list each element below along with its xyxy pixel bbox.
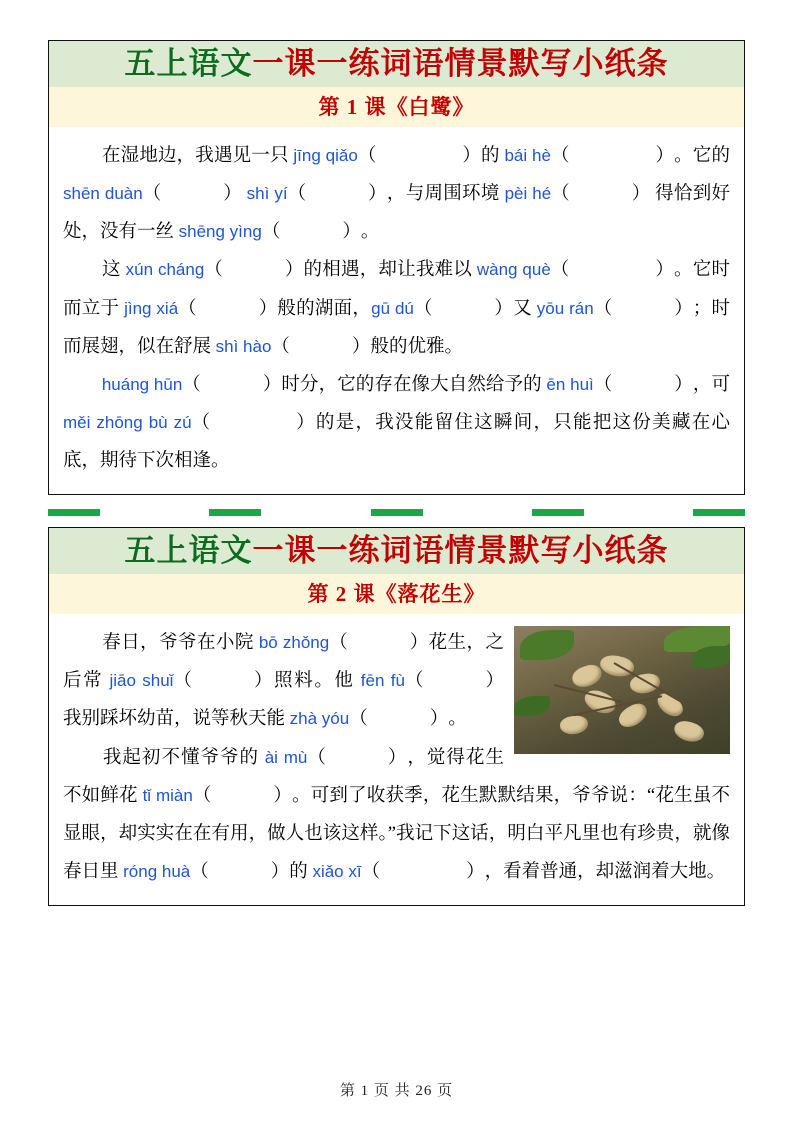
- separator-dash: [532, 509, 584, 516]
- answer-blank[interactable]: （ ）: [357, 146, 481, 167]
- answer-blank[interactable]: （ ）: [142, 184, 242, 205]
- banner-green-text: 五上语文: [124, 533, 253, 569]
- pinyin-prompt: shēng yìng: [178, 222, 262, 242]
- sentence-text: 般的湖面，: [277, 298, 372, 319]
- paragraph: [63, 366, 730, 480]
- sentence-text: 花生，之后常: [63, 633, 504, 692]
- banner-lesson-1: [49, 41, 744, 87]
- answer-blank[interactable]: （ ）: [271, 336, 371, 357]
- lesson-card-2: [48, 527, 745, 906]
- lesson-card-1: [48, 40, 745, 495]
- sentence-text: 的相遇，却让我难以: [303, 260, 477, 281]
- pinyin-prompt: ēn huì: [546, 374, 594, 394]
- answer-blank[interactable]: （ ）: [178, 298, 278, 319]
- pinyin-prompt: měi zhōng bù zú: [63, 412, 192, 432]
- sentence-text: 。它的: [673, 146, 730, 167]
- sentence-text: ；时而展翅，似在舒展: [63, 298, 730, 357]
- answer-blank[interactable]: （ ）: [593, 374, 693, 395]
- sentence-text: 的: [289, 861, 313, 882]
- sentence-text: ，与周围环境: [386, 184, 505, 205]
- pinyin-prompt: bái hè: [504, 146, 551, 166]
- banner-red-text: 一课一练词语情景默写小纸条: [252, 46, 669, 81]
- answer-blank[interactable]: （ ）: [551, 184, 651, 205]
- banner-green-text: 五上语文: [124, 46, 253, 81]
- pinyin-prompt: yōu rán: [536, 298, 594, 318]
- pinyin-prompt: shì hào: [215, 336, 272, 356]
- sentence-text: 又: [512, 298, 537, 319]
- sentence-text: ，觉得花生不如鲜花: [63, 747, 504, 806]
- answer-blank[interactable]: （ ）: [329, 633, 429, 654]
- pinyin-prompt: shēn duàn: [63, 184, 143, 204]
- sentence-text: 在湿地边，我遇见一只: [101, 146, 294, 167]
- answer-blank[interactable]: （ ）: [173, 671, 273, 692]
- sentence-text: 。: [448, 709, 467, 730]
- page-footer: 第 1 页 共 26 页: [339, 1083, 454, 1099]
- banner-red-text: 一课一练词语情景默写小纸条: [252, 533, 669, 569]
- answer-blank[interactable]: （ ）: [182, 374, 282, 395]
- answer-blank[interactable]: （ ）: [204, 260, 304, 281]
- answer-blank[interactable]: （ ）: [404, 671, 504, 692]
- pinyin-prompt: fēn fù: [360, 671, 405, 691]
- sentence-text: 。它时而立于: [63, 260, 730, 319]
- sentence-text: 这: [101, 260, 126, 281]
- pinyin-prompt: jiāo shuǐ: [109, 671, 174, 691]
- sentence-text: 般的优雅。: [370, 336, 463, 357]
- pinyin-prompt: tǐ miàn: [142, 785, 193, 805]
- answer-blank[interactable]: （ ）: [349, 709, 449, 730]
- answer-blank[interactable]: （ ）: [550, 146, 674, 167]
- sentence-text: 的: [480, 146, 505, 167]
- answer-blank[interactable]: （ ）: [413, 298, 513, 319]
- answer-blank[interactable]: （ ）: [287, 184, 387, 205]
- answer-blank[interactable]: （ ）: [191, 412, 315, 433]
- lesson-1-subtitle: 第 1 课《白鹭》: [49, 87, 744, 127]
- sentence-text: 照料。他: [272, 671, 361, 692]
- banner-lesson-2: [49, 528, 744, 574]
- pinyin-prompt: xiǎo xī: [312, 861, 362, 881]
- sentence-text: 春日，爷爷在小院: [101, 633, 259, 654]
- sentence-text: ，看着普通，却滋润着大地。: [484, 861, 726, 882]
- answer-blank[interactable]: （ ）: [192, 785, 292, 806]
- pinyin-prompt: gū dú: [371, 298, 414, 318]
- separator-dash: [693, 509, 745, 516]
- paragraph: [63, 251, 730, 365]
- pinyin-prompt: pèi hé: [504, 184, 552, 204]
- paragraph: [63, 137, 730, 251]
- sentence-text: 。可到了收获季，花生默默结果，爷爷说：“花生虽不显眼，却实实在在有用，做人也该这样。”我记下这话，明白平凡里也有珍贵，就像春日里: [63, 785, 730, 882]
- sentence-text: ，可: [692, 374, 730, 395]
- answer-blank[interactable]: （ ）: [307, 747, 407, 768]
- answer-blank[interactable]: （ ）: [190, 861, 290, 882]
- pinyin-prompt: zhà yóu: [289, 709, 350, 729]
- pinyin-prompt: jīng qiǎo: [293, 146, 358, 166]
- pinyin-prompt: shì yí: [246, 184, 288, 204]
- separator-dash: [209, 509, 261, 516]
- sentence-text: 我别踩坏幼苗，说等秋天能: [63, 709, 290, 730]
- answer-blank[interactable]: （ ）: [550, 260, 674, 281]
- pinyin-prompt: wàng què: [476, 260, 551, 280]
- answer-blank[interactable]: （ ）: [593, 298, 693, 319]
- sentence-text: 。: [360, 222, 380, 243]
- pinyin-prompt: huáng hūn: [101, 374, 183, 394]
- sentence-text: 我起初不懂爷爷的: [101, 747, 265, 768]
- sentence-text: 的是，我没能留住这瞬间，只能把这份美藏在心底，期待下次相逢。: [63, 412, 730, 471]
- answer-blank[interactable]: （ ）: [361, 861, 485, 882]
- lesson-2-subtitle: 第 2 课《落花生》: [49, 574, 744, 614]
- sentence-text: 得恰到好处，没有一丝: [63, 184, 730, 243]
- pinyin-prompt: ài mù: [264, 747, 308, 767]
- separator-dash: [48, 509, 100, 516]
- paragraph: [63, 739, 730, 891]
- lesson-2-body: [49, 614, 744, 905]
- section-separator: [48, 509, 745, 517]
- peanut-plant-photo: [514, 626, 730, 754]
- lesson-1-body: [49, 127, 744, 494]
- pinyin-prompt: róng huà: [123, 861, 191, 881]
- separator-dash: [371, 509, 423, 516]
- pinyin-prompt: jìng xiá: [124, 298, 179, 318]
- answer-blank[interactable]: （ ）: [261, 222, 361, 243]
- sentence-text: 时分，它的存在像大自然给予的: [281, 374, 547, 395]
- pinyin-prompt: xún cháng: [125, 260, 205, 280]
- pinyin-prompt: bō zhǒng: [258, 633, 330, 653]
